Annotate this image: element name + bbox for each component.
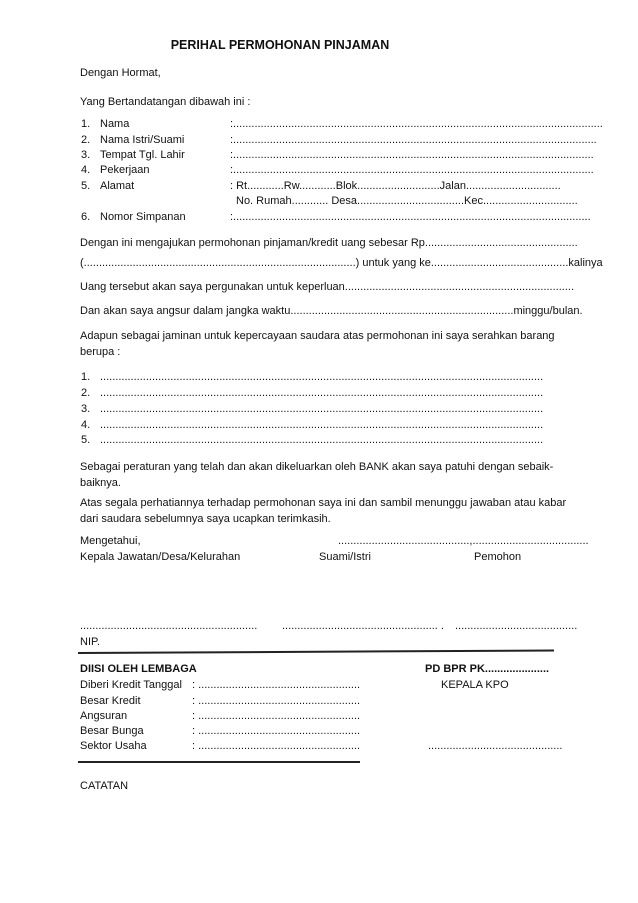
collateral-item[interactable]: ................................................................................................................................................. — [100, 371, 544, 383]
collateral-number: 4. — [81, 419, 91, 431]
section-divider — [78, 650, 554, 654]
collateral-number: 3. — [81, 403, 91, 415]
office-field-value[interactable]: : ..................................................... — [192, 740, 361, 752]
field-number: 2. — [81, 134, 91, 146]
field-label-pekerjaan: Pekerjaan — [100, 164, 150, 176]
bank-title: PD BPR PK..................... — [425, 663, 550, 675]
collateral-number: 1. — [81, 371, 91, 383]
intro-text: Yang Bertandatangan dibawah ini : — [80, 96, 251, 108]
thanks-paragraph-line2: dari saudara sebelumnya saya ucapkan terimkasih. — [80, 513, 331, 525]
office-field-value[interactable]: : ..................................................... — [192, 725, 361, 737]
office-section-title: DIISI OLEH LEMBAGA — [80, 663, 197, 675]
page-title: PERIHAL PERMOHONAN PINJAMAN — [170, 38, 390, 52]
field-value-alamat[interactable]: : Rt............Rw............Blok...........................Jalan............................... — [230, 180, 561, 192]
collateral-item[interactable]: ................................................................................................................................................. — [100, 387, 544, 399]
collateral-item[interactable]: ................................................................................................................................................. — [100, 403, 544, 415]
collateral-paragraph-line1: Adapun sebagai jaminan untuk kepercayaan saudara atas permohonan ini saya serahkan barang — [80, 330, 555, 342]
loan-amount-words-paragraph: (.........................................................................................) untuk yang ke.............................................kalinya — [80, 257, 603, 269]
field-number: 6. — [81, 211, 91, 223]
field-number: 4. — [81, 164, 91, 176]
office-field-label: Diberi Kredit Tanggal — [80, 679, 182, 691]
signature-label-spouse: Suami/Istri — [319, 551, 371, 563]
rules-paragraph-line2: baiknya. — [80, 477, 121, 489]
field-label-tempat-tgl-lahir: Tempat Tgl. Lahir — [100, 149, 185, 161]
notes-label: CATATAN — [80, 780, 129, 792]
field-number: 3. — [81, 149, 91, 161]
signature-line-spouse[interactable]: ................................................... . — [282, 620, 444, 632]
office-field-value[interactable]: : ..................................................... — [192, 710, 361, 722]
installment-paragraph: Dan akan saya angsur dalam jangka waktu.........................................................................minggu/bulan. — [80, 305, 583, 317]
collateral-item[interactable]: ................................................................................................................................................. — [100, 434, 544, 446]
field-number: 5. — [81, 180, 91, 192]
field-label-nomor-simpanan: Nomor Simpanan — [100, 211, 186, 223]
field-value-nomor-simpanan[interactable]: :..................................................................................................................... — [230, 211, 591, 223]
office-field-value[interactable]: : ..................................................... — [192, 695, 361, 707]
field-value-nama-istri-suami[interactable]: :....................................................................................................................... — [230, 134, 597, 146]
office-field-label: Angsuran — [80, 710, 128, 722]
field-value-pekerjaan[interactable]: :...................................................................................................................... — [230, 164, 594, 176]
rules-paragraph-line1: Sebagai peraturan yang telah dan akan dikeluarkan oleh BANK akan saya patuhi dengan sebaik- — [80, 461, 554, 473]
office-field-label: Besar Bunga — [80, 725, 144, 737]
office-field-value[interactable]: : ..................................................... — [192, 679, 361, 691]
loan-amount-paragraph: Dengan ini mengajukan permohonan pinjaman/kredit uang sebesar Rp.................................................. — [80, 237, 578, 249]
field-number: 1. — [81, 118, 91, 130]
place-date-field[interactable]: ...........................................,...................................... — [338, 535, 589, 547]
bank-signature-line[interactable]: ............................................ — [428, 740, 563, 752]
acknowledged-label: Mengetahui, — [80, 535, 141, 547]
loan-purpose-paragraph: Uang tersebut akan saya pergunakan untuk keperluan........................................................................... — [80, 281, 575, 293]
collateral-number: 2. — [81, 387, 91, 399]
signature-label-head: Kepala Jawatan/Desa/Kelurahan — [80, 551, 241, 563]
field-value-tempat-tgl-lahir[interactable]: :...................................................................................................................... — [230, 149, 594, 161]
field-label-nama: Nama — [100, 118, 130, 130]
collateral-item[interactable]: ................................................................................................................................................. — [100, 419, 544, 431]
collateral-paragraph-line2: berupa : — [80, 346, 121, 358]
greeting: Dengan Hormat, — [80, 67, 161, 79]
thanks-paragraph-line1: Atas segala perhatiannya terhadap permohonan saya ini dan sambil menunggu jawaban atau kabar — [80, 497, 567, 509]
notes-divider — [78, 761, 360, 763]
office-field-label: Sektor Usaha — [80, 740, 147, 752]
collateral-number: 5. — [81, 434, 91, 446]
nip-label: NIP. — [80, 636, 100, 648]
signature-line-head[interactable]: .......................................................... — [80, 620, 258, 632]
bank-head-label: KEPALA KPO — [441, 679, 509, 691]
field-value-alamat-line2[interactable]: No. Rumah............ Desa...................................Kec............................... — [236, 195, 578, 207]
field-label-alamat: Alamat — [100, 180, 135, 192]
signature-line-applicant[interactable]: ........................................ — [455, 620, 578, 632]
office-field-label: Besar Kredit — [80, 695, 141, 707]
field-value-nama[interactable]: :......................................................................................................................... — [230, 118, 603, 130]
signature-label-applicant: Pemohon — [474, 551, 522, 563]
field-label-nama-istri-suami: Nama Istri/Suami — [100, 134, 185, 146]
